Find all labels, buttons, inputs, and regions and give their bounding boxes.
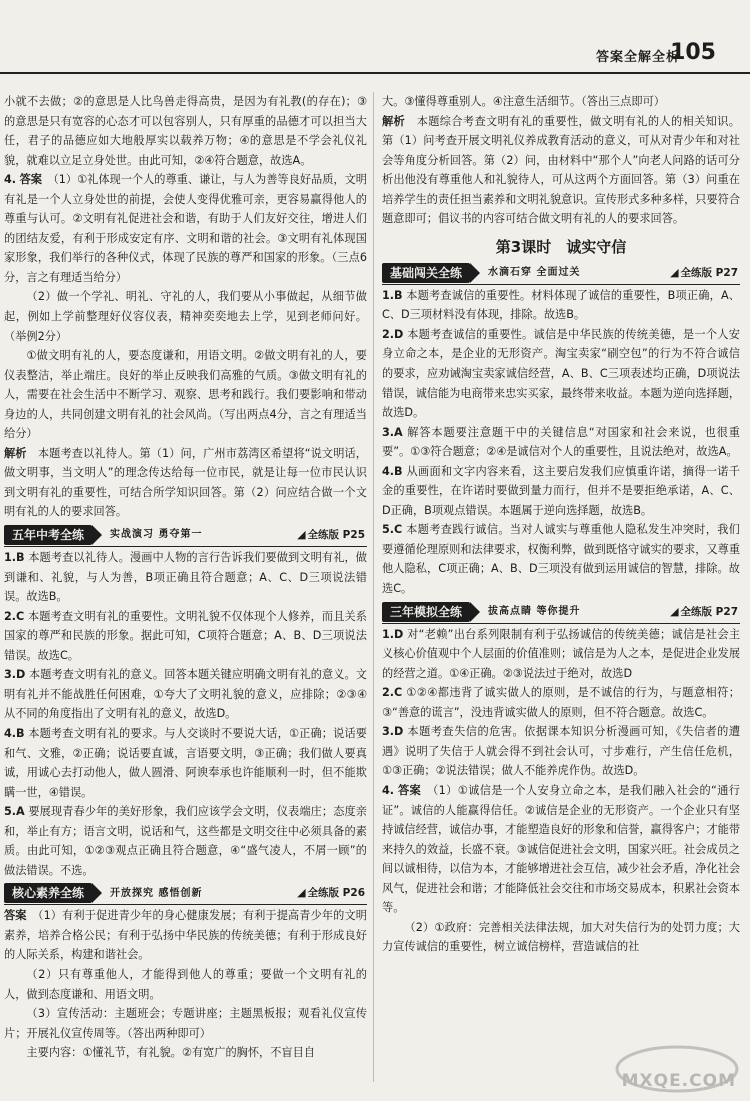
triangle-icon: ◢ bbox=[297, 528, 306, 542]
question-number: 5.C bbox=[382, 523, 403, 537]
section-banner-three-year bbox=[382, 602, 740, 622]
answer-text: 本题考查文明有礼的重要性。文明礼貌不仅体现个人修养，而且关系国家的尊严和民族的形象。据此可知，C项符合题意；A、B、D三项说法错误。故选C。 bbox=[4, 609, 367, 662]
banner-rule bbox=[4, 546, 367, 547]
answer-paragraph bbox=[382, 520, 740, 598]
column-divider bbox=[373, 92, 374, 1082]
right-column bbox=[382, 92, 740, 957]
answer-paragraph bbox=[382, 683, 740, 722]
answer-label: 解析 bbox=[4, 446, 27, 460]
answer-text: 本题综合考查文明有礼的重要性，做文明有礼的人的相关知识。第（1）问考查开展文明礼仪养成教育活动的意义，可从对青少年和对社会等角度分析回答。第（2）问，由材料中“那个人”向老人问路的话可分析出他没有尊重他人和礼貌待人，可从这两个方面回答。第（3）问重在培养学生的责任担当素养和文明礼貌意识。宣传形式多种多样，只要符合题意即可；倡议书的内容可结合做文明有礼的人的要求回答。 bbox=[382, 114, 741, 226]
answer-text: （2）①政府：完善相关法律法规，加大对失信行为的处罚力度；大力宣传诚信的重要性，树立诚信榜样，营造诚信的社 bbox=[382, 920, 740, 954]
watermark-text: MXQE.COM bbox=[621, 1071, 736, 1091]
banner-ref: ◢ 全练版 P27 bbox=[670, 265, 738, 279]
answer-text: 大。③懂得尊重别人。④注意生活细节。（答出三点即可） bbox=[382, 95, 665, 108]
banner-ref: ◢ 全练版 P26 bbox=[297, 886, 365, 900]
answer-paragraph bbox=[4, 724, 367, 802]
answer-text: 本题考查践行诚信。当对人诚实与尊重他人隐私发生冲突时，我们要遵循伦理原则和法律要求，权衡利弊，做到既恪守诚实的要求，又尊重他人隐私，C项正确；A、B、D三项没有做到运用诚信的智慧，排除。故选C。 bbox=[382, 523, 741, 596]
answer-paragraph bbox=[4, 346, 367, 444]
banner-subtitle: 拔高点睛 等你提升 bbox=[488, 605, 581, 617]
banner-ref: ◢ 全练版 P25 bbox=[297, 528, 365, 542]
banner-ref: ◢ 全练版 P27 bbox=[670, 604, 738, 618]
question-number: 4. bbox=[382, 783, 395, 797]
answer-paragraph bbox=[4, 170, 367, 287]
answer-paragraph bbox=[382, 92, 740, 112]
question-number: 5.A bbox=[4, 805, 25, 819]
answer-text: 本题考查文明有礼的要求。与人交谈时不要说大话，①正确；说话要和气、文雅，②正确；说话要直诚，言语要文明，③正确；我们做人要真诚，用诚心去打动他人，做人圆滑、阿谀奉承也许能顺利一时，但不能欺瞒一世，④错误。 bbox=[4, 726, 367, 799]
banner-rule bbox=[382, 623, 740, 624]
triangle-icon: ◢ bbox=[297, 886, 306, 900]
left-top-section bbox=[4, 92, 367, 522]
answer-text: （1）①礼体现一个人的尊重、谦让，与人为善等良好品质，文明有礼是一个人立身处世的前提，会使人变得优雅可亲，更容易赢得他人的尊重与认可。②文明有礼促进社会和谐，有助于人们友好交往，增进人们的团结友爱，有利于形成安定有序、文明和谐的社会。③文明有礼体现国家形象，我们举行的各种仪式，体现了民族的尊严和国家的形象。（三点6分，言之有理适当给分） bbox=[4, 173, 367, 284]
answer-text: （2）只有尊重他人，才能得到他人的尊重；要做一个文明有礼的人，做到态度谦和、用语文明。 bbox=[4, 967, 367, 1001]
answer-paragraph bbox=[4, 92, 367, 170]
section-banner-basic bbox=[382, 263, 740, 283]
answer-paragraph bbox=[382, 325, 740, 423]
answer-text: 解答本题要注意题干中的关键信息“对国家和社会来说，也很重要”。①③符合题意；②④是诚信对个人的重要性，且说法绝对，故选A。 bbox=[382, 425, 740, 459]
answer-paragraph bbox=[4, 965, 367, 1004]
answer-paragraph bbox=[382, 722, 740, 781]
banner-subtitle: 开放探究 感悟创新 bbox=[110, 887, 203, 899]
answer-text: 从画面和文字内容来看，这主要启发我们应慎重许诺，摘得一诺千金的重要性，在许诺时要做到量力而行，但并不是要拒绝承诺，A、C、D正确，B项观点错误。本题属于逆向选择题，故选B。 bbox=[382, 464, 740, 517]
page-header bbox=[0, 38, 750, 74]
question-number: 4. bbox=[4, 173, 17, 187]
section-banner-five-year bbox=[4, 525, 367, 545]
banner-tag: 核心素养全练 bbox=[4, 883, 92, 903]
answer-paragraph bbox=[4, 287, 367, 346]
answer-paragraph bbox=[382, 286, 740, 325]
banner-subtitle: 实战演习 勇夺第一 bbox=[110, 529, 203, 541]
right-top-section bbox=[382, 92, 740, 229]
site-watermark bbox=[612, 1043, 742, 1095]
left-bottom-section bbox=[4, 906, 367, 1062]
answer-paragraph bbox=[4, 906, 367, 965]
answer-text: 小就不去做；②的意思是人比鸟兽走得高贵，是因为有礼教(的存在)；③的意思是只有宽容的心态才可以包容别人，只有厚重的品德才可以担当大任，君子的品德应如大地般厚实以载养万物；④的意思是不学会礼仪礼貌，就难以立足立身处世。由此可知，②④符合题意，故选A。 bbox=[4, 95, 367, 167]
answer-paragraph bbox=[382, 423, 740, 462]
header-title: 答案全解全析 bbox=[595, 50, 680, 65]
page-number: 105 bbox=[670, 40, 716, 65]
triangle-icon: ◢ bbox=[670, 265, 679, 279]
answer-text: 本题考查诚信的重要性。诚信是中华民族的传统美德，是一个人安身立命之本，是企业的无形资产。淘宝卖家“刷空包”的行为不符合诚信的要求，应劝诫淘宝卖家诚信经营，A、B、C三项表述均正确，D项说法错误，诚信能为电商带来忠实买家，最终带来收益。本题为逆向选择题，故选D。 bbox=[382, 327, 741, 420]
answer-paragraph bbox=[4, 444, 367, 522]
question-number: 1.B bbox=[4, 551, 25, 565]
section-banner-core-literacy bbox=[4, 883, 367, 903]
answer-paragraph bbox=[4, 607, 367, 666]
answer-paragraph bbox=[382, 918, 740, 957]
answer-label: 答案 bbox=[397, 783, 422, 797]
answer-text: ①②④都违背了诚实做人的原则，是不诚信的行为，与题意相符；③“善意的谎言”，没违背诚实做人的原则，但不符合题意。故选C。 bbox=[382, 686, 740, 719]
banner-rule bbox=[382, 284, 740, 285]
lesson-title: 第3课时 诚实守信 bbox=[495, 237, 627, 256]
question-number: 2.C bbox=[382, 686, 403, 700]
triangle-icon: ◢ bbox=[670, 604, 679, 618]
answer-text: （1）有利于促进青少年的身心健康发展；有利于提高青少年的文明素养，培养合格公民；有利于弘扬中华民族的传统美德；有利于形成良好的人际关系，构建和谐社会。 bbox=[4, 909, 367, 962]
banner-subtitle: 水滴石穿 全面过关 bbox=[488, 267, 581, 279]
right-bottom-section bbox=[382, 625, 740, 957]
answer-paragraph bbox=[4, 1004, 367, 1043]
question-number: 2.D bbox=[382, 327, 404, 341]
question-number: 3.D bbox=[382, 725, 404, 739]
banner-tag: 基础闯关全练 bbox=[382, 263, 470, 283]
left-mid-section bbox=[4, 548, 367, 880]
answer-text: 主要内容：①懂礼节，有礼貌。②有宽广的胸怀，不盲目自 bbox=[26, 1046, 315, 1060]
answer-text: 本题考查诚信的重要性。材料体现了诚信的重要性，B项正确，A、C、D三项材料没有体现，排除。故选B。 bbox=[382, 288, 740, 322]
answer-text: ①做文明有礼的人，要态度谦和，用语文明。②做文明有礼的人，要仪表整洁，举止端庄。良好的举止反映我们高雅的气质。③做文明有礼的人，需要在社会生活中不断学习、观察、思考和践行。我们要影响和带动身边的人，共同创建文明有礼的社会风尚。（写出两点4分，言之有理适当给分） bbox=[4, 349, 367, 441]
answer-paragraph bbox=[382, 112, 740, 229]
answer-text: 本题考查以礼待人。第（1）问，广州市荔湾区希望将“说文明话，做文明事，当文明人”的理念传达给每一位市民，就是让每一位市民认识到文明有礼的重要性，可结合所学知识回答。第（2）问应结合做一个文明有礼的人的要求回答。 bbox=[4, 446, 367, 519]
header-rule bbox=[0, 72, 750, 74]
answer-label: 解析 bbox=[382, 114, 406, 128]
answer-paragraph bbox=[4, 665, 367, 724]
answer-label: 答案 bbox=[4, 909, 27, 923]
answer-text: （3）宣传活动：主题班会；专题讲座；主题黑板报；观看礼仪宣传片；开展礼仪宣传周等。（答出两种即可） bbox=[4, 1007, 367, 1040]
left-column bbox=[4, 92, 367, 1063]
question-number: 1.B bbox=[382, 288, 403, 302]
question-number: 3.A bbox=[382, 425, 403, 439]
answer-paragraph bbox=[4, 802, 367, 880]
answer-text: 本题考查失信的危害。依据课本知识分析漫画可知，《失信者的遭遇》说明了失信于人就会得不到社会认可，寸步难行，产生信任危机，①③正确；②说法错误；做人不能养虎作伪。故选D。 bbox=[382, 725, 741, 778]
question-number: 4.B bbox=[382, 464, 403, 478]
banner-tag: 三年模拟全练 bbox=[382, 602, 470, 622]
question-number: 2.C bbox=[4, 609, 25, 623]
answer-text: 本题考查文明有礼的意义。回答本题关键应明确文明有礼的意义。文明有礼并不能战胜任何困难，①夸大了文明礼貌的意义，应排除；②③④从不同的角度指出了文明有礼的意义，故选D。 bbox=[4, 668, 367, 721]
right-mid-section bbox=[382, 286, 740, 599]
answer-text: 本题考查以礼待人。漫画中人物的言行告诉我们要做到文明有礼，做到谦和、礼貌，与人为善，B项正确且符合题意；A、C、D三项说法错误。故选B。 bbox=[4, 551, 367, 604]
answer-text: （1）①诚信是一个人安身立命之本，是我们融入社会的“通行证”。诚信的人能赢得信任。②诚信是企业的无形资产。一个企业只有坚持诚信经营，诚信办事，才能塑造良好的形象和信誉，赢得客户；才能带来持久的效益，长盛不衰。③诚信促进社会文明，国家兴旺。社会成员之间以诚相待，以信为本，才能够增进社会互信，减少社会矛盾，净化社会风气，促进社会和谐；才能降低社会交往和市场交易成本，积累社会资本等。 bbox=[382, 783, 741, 915]
question-number: 1.D bbox=[382, 627, 404, 641]
answer-paragraph bbox=[382, 625, 740, 684]
answer-text: 要展现青春少年的美好形象，我们应该学会文明，仪表端庄；态度亲和，举止有方；语言文明，说话和气，这些都是文明交往中必须具备的素质。由此可知，①②③观点正确且符合题意，④“盛气凌人，不屑一顾”的做法错误。不选。 bbox=[4, 805, 367, 877]
answer-text: 对“老赖”出台系列限制有利于弘扬诚信的传统美德；诚信是社会主义核心价值观中个人层面的价值准则；诚信是为人之本，是促进企业发展的经营之道。①④正确。②③说法过于绝对，故选D bbox=[382, 627, 741, 680]
question-number: 4.B bbox=[4, 726, 25, 740]
answer-paragraph bbox=[382, 781, 740, 918]
banner-tag: 五年中考全练 bbox=[4, 525, 92, 545]
answer-text: （2）做一个学礼、明礼、守礼的人，我们要从小事做起，从细节做起，例如上学前整理好仪容仪表，精神奕奕地去上学，见到老师问好。（举例2分） bbox=[4, 290, 367, 343]
question-number: 3.D bbox=[4, 668, 26, 682]
answer-label: 答案 bbox=[19, 173, 42, 187]
answer-paragraph bbox=[4, 548, 367, 607]
banner-rule bbox=[4, 904, 367, 905]
answer-paragraph bbox=[4, 1043, 367, 1063]
answer-paragraph bbox=[382, 462, 740, 521]
